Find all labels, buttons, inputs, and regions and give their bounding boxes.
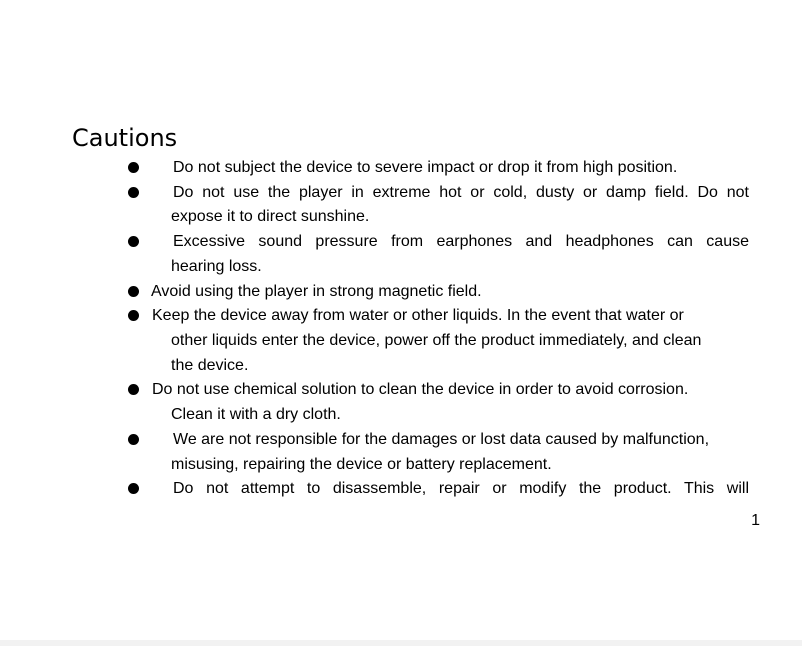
caution-text-line: Clean it with a dry cloth. <box>171 406 341 423</box>
caution-text-line: Do not attempt to disassemble, repair or modify the product. This will <box>173 480 749 497</box>
caution-text-line: expose it to direct sunshine. <box>171 208 370 225</box>
bullet-icon <box>128 483 139 494</box>
caution-text-line: We are not responsible for the damages or lost data caused by malfunction, <box>173 431 710 448</box>
caution-text-line: Excessive sound pressure from earphones and headphones can cause <box>173 233 749 250</box>
bullet-icon <box>128 310 139 321</box>
caution-text-line: Avoid using the player in strong magnetic field. <box>151 283 482 300</box>
bullet-icon <box>128 236 139 247</box>
caution-text-line: the device. <box>171 357 249 374</box>
caution-text-line: Do not use chemical solution to clean the device in order to avoid corrosion. <box>152 381 689 398</box>
page-number: 1 <box>751 512 760 529</box>
page-heading: Cautions <box>72 124 178 152</box>
bullet-icon <box>128 162 139 173</box>
caution-text-line: other liquids enter the device, power off the product immediately, and clean <box>171 332 702 349</box>
caution-text-line: Do not subject the device to severe impact or drop it from high position. <box>173 159 678 176</box>
bullet-icon <box>128 384 139 395</box>
caution-text-line: misusing, repairing the device or battery replacement. <box>171 456 552 473</box>
caution-text-line: hearing loss. <box>171 258 262 275</box>
bullet-icon <box>128 434 139 445</box>
bullet-icon <box>128 187 139 198</box>
page-bottom-edge <box>0 640 802 646</box>
caution-text-line: Keep the device away from water or other liquids. In the event that water or <box>152 307 684 324</box>
caution-text-line: Do not use the player in extreme hot or cold, dusty or damp field. Do not <box>173 184 749 201</box>
bullet-icon <box>128 286 139 297</box>
